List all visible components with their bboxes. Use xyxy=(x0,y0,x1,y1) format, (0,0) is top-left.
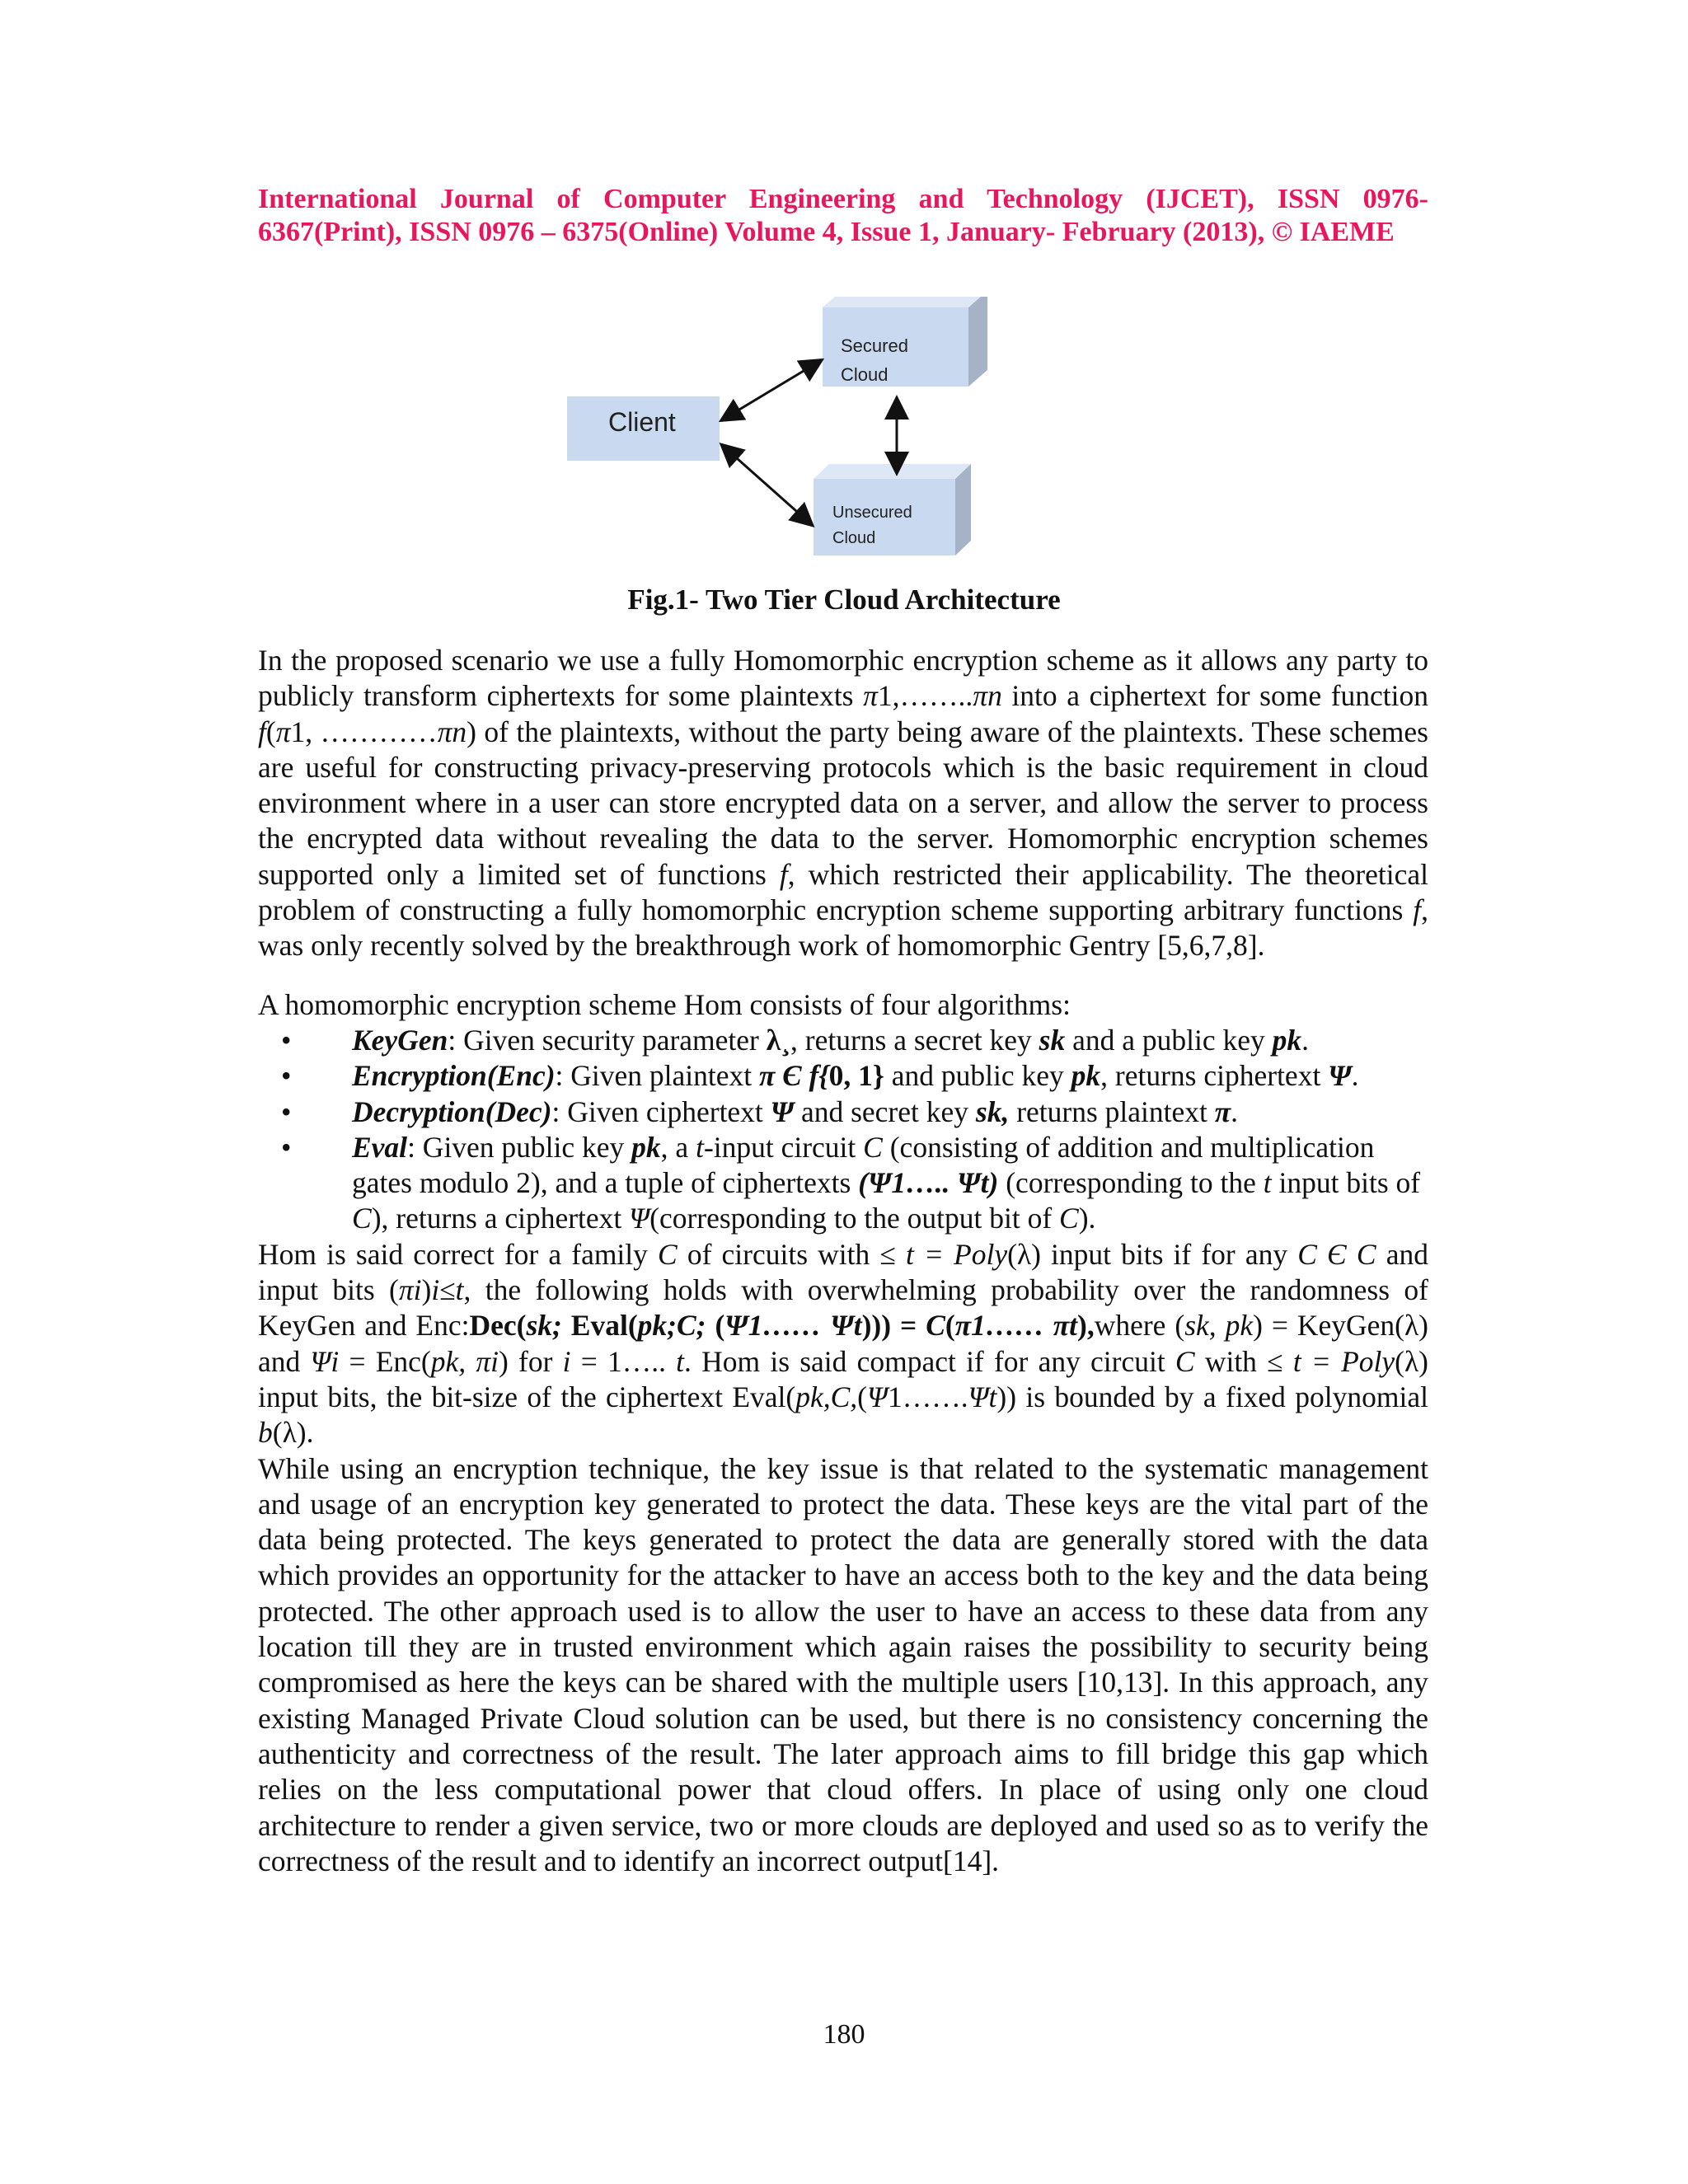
secured-cloud-label xyxy=(841,331,908,389)
algorithm-list xyxy=(258,1023,1428,1237)
body-text xyxy=(258,643,1428,1879)
list-item-keygen: • KeyGen: Given security parameter λ¸, returns a secret key sk and a public key pk. xyxy=(352,1023,1428,1058)
journal-header-line1: International Journal of Computer Engineering and Technology (IJCET), ISSN 0976- xyxy=(258,184,1428,214)
client-label: Client xyxy=(608,407,676,437)
journal-header xyxy=(258,183,1428,249)
client-secured-arrow xyxy=(723,361,820,419)
secured-cloud-side xyxy=(968,297,987,387)
unsecured-cloud-side xyxy=(955,464,971,555)
page-number: 180 xyxy=(823,2019,865,2050)
secured-cloud-label-line2: Cloud xyxy=(841,364,889,385)
figure-caption: Fig.1- Two Tier Cloud Architecture xyxy=(627,583,1061,616)
journal-header-line2: 6367(Print), ISSN 0976 – 6375(Online) Volume 4, Issue 1, January- February (2013), © IAEME xyxy=(258,217,1395,247)
list-item-encryption: • Encryption(Enc): Given plaintext π Є f{0, 1} and public key pk, returns ciphertext Ψ. xyxy=(352,1058,1428,1094)
unsecured-cloud-label-line2: Cloud xyxy=(832,529,876,547)
paragraph-homomorphic-scenario: In the proposed scenario we use a fully Homomorphic encryption scheme as it allows any party to publicly transform ciphertexts for some plaintexts π1,……..πn into a ciphertext for some function f(π1, …………πn) of the plaintexts, without the party being aware of the plaintexts. These schemes are useful for constructing privacy-preserving protocols which is the basic requirement in cloud environment where in a user can store encrypted data on a server, and allow the server to process the encrypted data without revealing the data to the server. Homomorphic encryption schemes supported only a limited set of functions f, which restricted their applicability. The theoretical problem of constructing a fully homomorphic encryption scheme supporting arbitrary functions f, was only recently solved by the breakthrough work of homomorphic Gentry [5,6,7,8]. xyxy=(258,644,1429,963)
unsecured-cloud-top xyxy=(814,464,971,479)
unsecured-cloud-label-line1: Unsecured xyxy=(832,504,912,522)
algorithms-intro: A homomorphic encryption scheme Hom consists of four algorithms: xyxy=(258,987,1071,1021)
unsecured-cloud-label xyxy=(832,500,912,551)
secured-cloud-top xyxy=(823,297,987,307)
two-tier-cloud-diagram xyxy=(560,297,1022,560)
paragraph-correctness: Hom is said correct for a family C of circuits with ≤ t = Poly(λ) input bits if for any C Є C and input bits (πi)i≤t, the following holds with overwhelming probability over the randomness of KeyGen and Enc:Dec(sk; Eval(pk;C; (Ψ1…… Ψt))) = C(π1…… πt),where (sk, pk) = KeyGen(λ) and Ψi = Enc(pk, πi) for i = 1….. t. Hom is said compact if for any circuit C with ≤ t = Poly(λ) input bits, the bit-size of the ciphertext Eval(pk,C,(Ψ1…….Ψt)) is bounded by a fixed polynomial b(λ). xyxy=(258,1237,1428,1450)
list-item-eval: • Eval: Given public key pk, a t-input circuit C (consisting of addition and multiplication gates modulo 2), and a tuple of ciphertexts (Ψ1….. Ψt) (corresponding to the t input bits of C), returns a ciphertext Ψ(corresponding to the output bit of C). xyxy=(352,1130,1428,1237)
secured-cloud-label-line1: Secured xyxy=(841,335,908,356)
list-item-decryption: • Decryption(Dec): Given ciphertext Ψ and secret key sk, returns plaintext π. xyxy=(352,1094,1428,1130)
client-unsecured-arrow xyxy=(723,446,811,524)
paragraph-key-management: While using an encryption technique, the key issue is that related to the systematic management and usage of an encryption key generated to protect the data. These keys are the vital part of the data being protected. The keys generated to protect the data are generally stored with the data which provides an opportunity for the attacker to have an access both to the key and the data being protected. The other approach used is to allow the user to have an access to these data from any location till they are in trusted environment which again raises the possibility to security being compromised as here the keys can be shared with the multiple users [10,13]. In this approach, any existing Managed Private Cloud solution can be used, but there is no consistency concerning the authenticity and correctness of the result. The later approach aims to fill bridge this gap which relies on the less computational power that cloud offers. In place of using only one cloud architecture to render a given service, two or more clouds are deployed and used so as to verify the correctness of the result and to identify an incorrect output[14]. xyxy=(258,1451,1428,1877)
